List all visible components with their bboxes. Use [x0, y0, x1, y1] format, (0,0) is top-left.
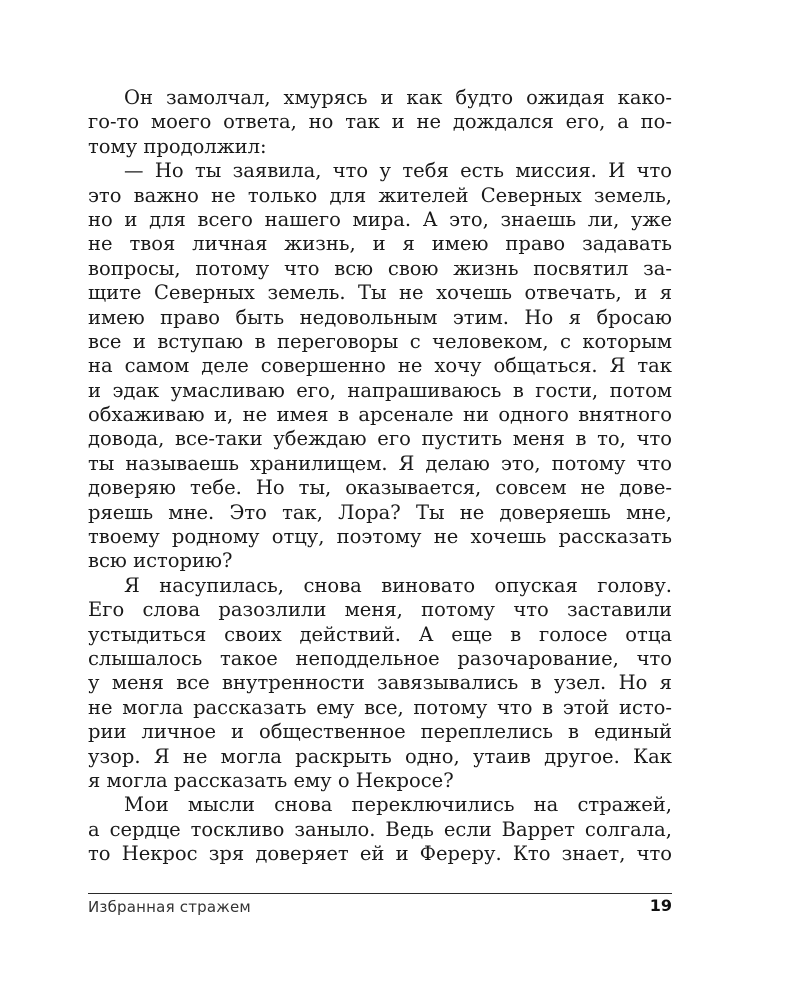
text-line: щите Северных земель. Ты не хочешь отвечать, и я — [88, 281, 672, 305]
text-line: Я насупилась, снова виновато опуская голову. — [124, 573, 672, 597]
text-line: обхаживаю и, не имея в арсенале ни одного внятного — [88, 403, 672, 427]
text-line: тому продолжил: — [88, 134, 267, 158]
text-line: и эдак умасливаю его, напрашиваюсь в гости, потом — [88, 378, 672, 402]
text-line: а сердце тоскливо заныло. Ведь если Варрет солгала, — [88, 817, 672, 841]
footer-divider — [88, 893, 672, 894]
text-line: не твоя личная жизнь, и я имею право задавать — [88, 232, 672, 256]
text-line: то Некрос зря доверяет ей и Фереру. Кто знает, что — [88, 842, 672, 866]
text-line: Его слова разозлили меня, потому что заставили — [88, 598, 672, 622]
text-line: у меня все внутренности завязывались в узел. Но я — [88, 671, 672, 695]
page-number: 19 — [649, 896, 672, 915]
text-line: не могла рассказать ему все, потому что в этой исто- — [88, 695, 672, 719]
text-line: вопросы, потому что всю свою жизнь посвятил за- — [88, 256, 672, 280]
text-line: все и вступаю в переговоры с человеком, с которым — [88, 329, 672, 353]
text-line: — Но ты заявила, что у тебя есть миссия. И что — [124, 159, 672, 183]
text-line: твоему родному отцу, поэтому не хочешь рассказать — [88, 525, 672, 549]
text-line: слышалось такое неподдельное разочарование, что — [88, 646, 672, 670]
running-title: Избранная стражем — [88, 898, 251, 916]
text-line: но и для всего нашего мира. А это, знаешь ли, уже — [88, 207, 672, 231]
body-text — [88, 86, 672, 867]
text-line: доверяю тебе. Но ты, оказывается, совсем не дове- — [88, 476, 672, 500]
text-line: устыдиться своих действий. А еще в голосе отца — [88, 622, 672, 646]
text-line: довода, все-таки убеждаю его пустить меня в то, что — [88, 427, 672, 451]
text-line: ты называешь хранилищем. Я делаю это, потому что — [88, 451, 672, 475]
text-line: я могла рассказать ему о Некросе? — [88, 768, 454, 792]
text-line: ряешь мне. Это так, Лора? Ты не доверяешь мне, — [88, 500, 672, 524]
text-line: это важно не только для жителей Северных земель, — [88, 183, 672, 207]
text-line: узор. Я не могла раскрыть одно, утаив другое. Как — [88, 744, 672, 768]
text-line: Мои мысли снова переключились на стражей, — [124, 793, 672, 817]
text-line: всю историю? — [88, 549, 233, 573]
text-line: го-то моего ответа, но так и не дождался его, а по- — [88, 110, 672, 134]
text-line: имею право быть недовольным этим. Но я бросаю — [88, 305, 672, 329]
text-line: рии личное и общественное переплелись в единый — [88, 720, 672, 744]
text-line: Он замолчал, хмурясь и как будто ожидая како- — [124, 86, 672, 109]
text-line: на самом деле совершенно не хочу общаться. Я так — [88, 354, 672, 378]
